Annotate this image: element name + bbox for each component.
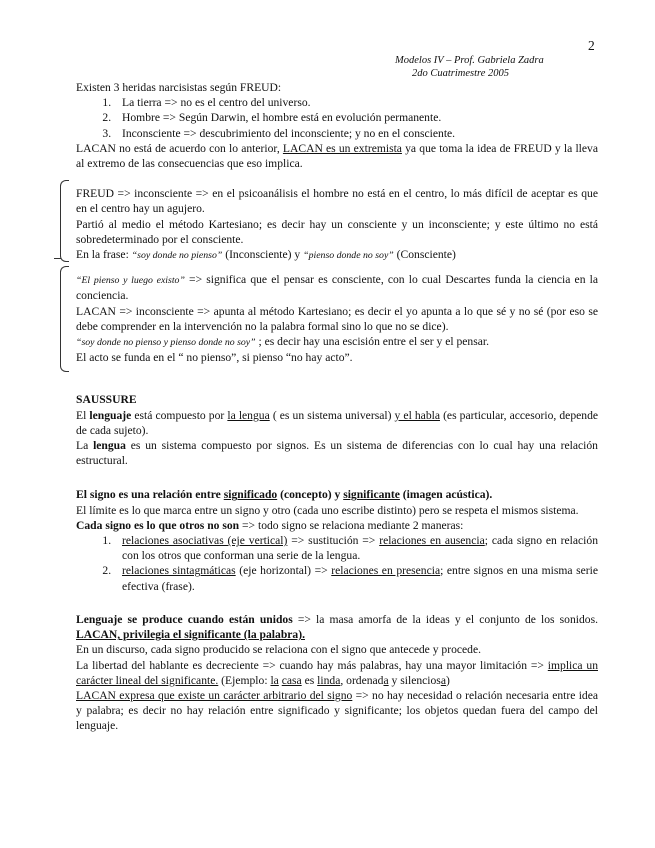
block2-p1: “El pienso y luego existo” => significa que el pensar es consciente, con lo cual Descartes funda la ciencia en la conciencia. <box>76 273 598 303</box>
brace-1 <box>60 180 69 262</box>
lenguaje-p4: LACAN expresa que existe un carácter arbitrario del signo => no hay necesidad o relación necesaria entre idea y palabra; es decir no hay relación entre significado y significante; los objetos quedan fuera del campo del lenguaje. <box>76 688 599 733</box>
saussure-p2: La lengua es un sistema compuesto por signos. Es un sistema de diferencias con lo cual hay una relación estructural. <box>76 439 598 468</box>
lenguaje-p3: La libertad del hablante es decreciente => cuando hay más palabras, hay una mayor limitación => implica un carácter lineal del significante. (Ejemplo: la casa es linda, ordenada y silenciosa) <box>76 658 598 687</box>
page-number: 2 <box>588 38 595 53</box>
lenguaje-p2: En un discurso, cada signo producido se relaciona con el signo que antecede y procede. <box>76 643 481 657</box>
saussure-p1: El lenguaje está compuesto por la lengua ( es un sistema universal) y el habla (es particular, accesorio, depende de cada sujeto). <box>76 408 599 437</box>
block1-frase: En la frase: “soy donde no pienso” (Inconsciente) y “pienso donde no soy” (Consciente) <box>76 248 456 262</box>
list-item: 2. relaciones sintagmáticas (eje horizontal) => relaciones en presencia; entre signos en una misma serie efectiva (frase). <box>114 563 598 593</box>
block2-p2: LACAN => inconsciente => apunta al método Kartesiano; es decir el yo apunta a lo que sé y no sé (por eso se debe comprender en la intervención no la palabra formal sino lo que no se dice). <box>76 304 598 333</box>
block2-p3: “soy donde no pienso y pienso donde no soy” ; es decir hay una escisión entre el ser y el pensar. <box>76 335 489 349</box>
signo-heading: El signo es una relación entre significado (concepto) y significante (imagen acústica). <box>76 488 493 502</box>
block2-p4: El acto se funda en el “ no pienso”, si pienso “no hay acto”. <box>76 351 353 365</box>
relaciones-list <box>76 533 598 594</box>
list-item: 3. Inconsciente => descubrimiento del inconsciente; y no en el consciente. <box>114 126 598 141</box>
saussure-title: SAUSSURE <box>76 393 137 407</box>
lenguaje-p1: Lenguaje se produce cuando están unidos => la masa amorfa de la ideas y el conjunto de los sonidos. LACAN, privilegia el significante (la palabra). <box>76 612 598 642</box>
header-term: 2do Cuatrimestre 2005 <box>412 68 510 79</box>
lacan-paragraph: LACAN no está de acuerdo con lo anterior, LACAN es un extremista ya que toma la idea de FREUD y la lleva al extremo de las consecuencias que eso implica. <box>76 141 598 171</box>
signo-p2: Cada signo es lo que otros no son => todo signo se relaciona mediante 2 maneras: <box>76 518 464 532</box>
page-header <box>395 54 544 80</box>
heridas-list <box>76 95 598 141</box>
document-body <box>76 80 598 734</box>
brace-2 <box>60 266 69 372</box>
list-item: 2. Hombre => Según Darwin, el hombre está en evolución permanente. <box>114 110 598 125</box>
brace-tick-1 <box>54 258 61 259</box>
block1-p1: FREUD => inconsciente => en el psicoanálisis el hombre no está en el centro, lo más difícil de aceptar es que en el centro hay un agujero. <box>76 187 598 216</box>
signo-p1: El límite es lo que marca entre un signo y otro (cada uno escribe distinto) pero se respeta el mismos sistema. <box>76 503 579 517</box>
freud-intro: Existen 3 heridas narcisistas según FREUD: <box>76 81 282 94</box>
header-course: Modelos IV – Prof. Gabriela Zadra <box>395 55 544 66</box>
block1-p2: Partió al medio el método Kartesiano; es decir hay un consciente y un inconsciente; y este último no está sobredeterminado por el consciente. <box>76 217 598 246</box>
list-item: 1. relaciones asociativas (eje vertical) => sustitución => relaciones en ausencia; cada signo en relación con los otros que conforman una serie de la lengua. <box>114 533 598 563</box>
list-item: 1. La tierra => no es el centro del universo. <box>114 95 598 110</box>
